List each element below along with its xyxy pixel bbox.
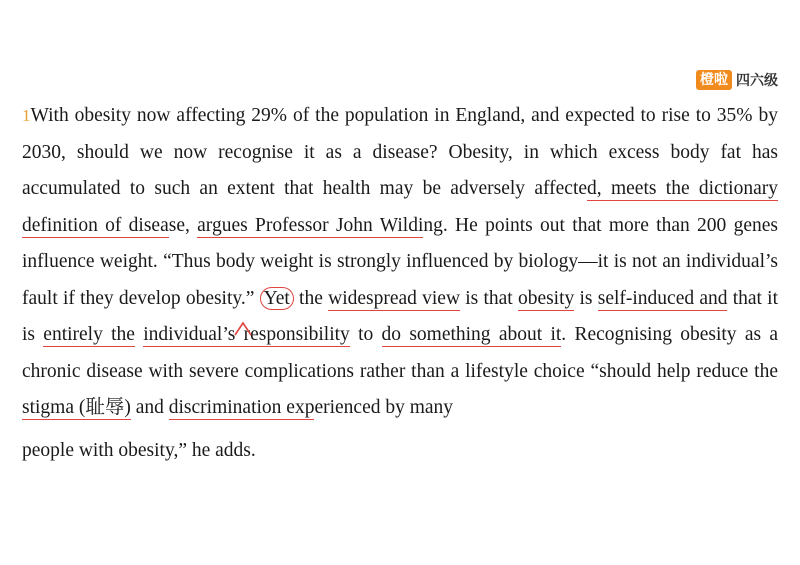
- passage-text: ng. He points out that more than 200 genes influence weight. “Thus body weight is strongly influenced by biology—it is not an individual’s fault if they develop obesity.”: [22, 214, 779, 309]
- passage-text: se,: [168, 214, 198, 236]
- underline-annotation: individual’s responsibility: [143, 324, 350, 345]
- passage-text-last-line: people with obesity,” he adds.: [22, 439, 256, 461]
- underline-annotation: obesity: [517, 287, 575, 309]
- underline-annotation: discrimination exp: [168, 397, 315, 418]
- passage-text: With obesity now affecting 29% of the population in England, and expected to rise to 35% by 2030, should we now recognise it as a disease? Obesity, in which excess body fat has accumulated to such an extent that health may be adversely affecte: [22, 105, 778, 199]
- passage-text: erienced by many: [314, 397, 454, 418]
- passage-text: to: [349, 324, 382, 345]
- underline-annotation: widespread view: [328, 287, 461, 309]
- passage-text: that it is: [22, 287, 778, 345]
- passage-text: is: [574, 287, 598, 309]
- underline-annotation: d, meets the dictionary definition of disea: [22, 178, 778, 236]
- passage-text: and: [130, 397, 169, 418]
- circle-annotation: Yet: [260, 287, 294, 310]
- paragraph-number: 1: [22, 106, 31, 125]
- passage-text: the: [293, 287, 329, 309]
- underline-annotation: argues Professor John Wildi: [197, 214, 424, 236]
- underline-annotation: self-induced and: [597, 287, 728, 309]
- brand-badge: 橙啦: [696, 70, 732, 90]
- brand-level: 四六级: [736, 73, 778, 89]
- passage-text: . Recognising obesity as a chronic disease with severe complications rather than a lifestyle choice “should help reduce the: [22, 324, 779, 382]
- passage-text: is that: [460, 287, 518, 309]
- underline-annotation: do something about it: [381, 324, 562, 345]
- insertion-caret-icon: [234, 322, 252, 336]
- brand-logo: [696, 70, 778, 90]
- passage: [22, 98, 778, 469]
- underline-annotation: stigma (耻辱): [22, 397, 131, 418]
- underline-annotation: entirely the: [43, 324, 135, 345]
